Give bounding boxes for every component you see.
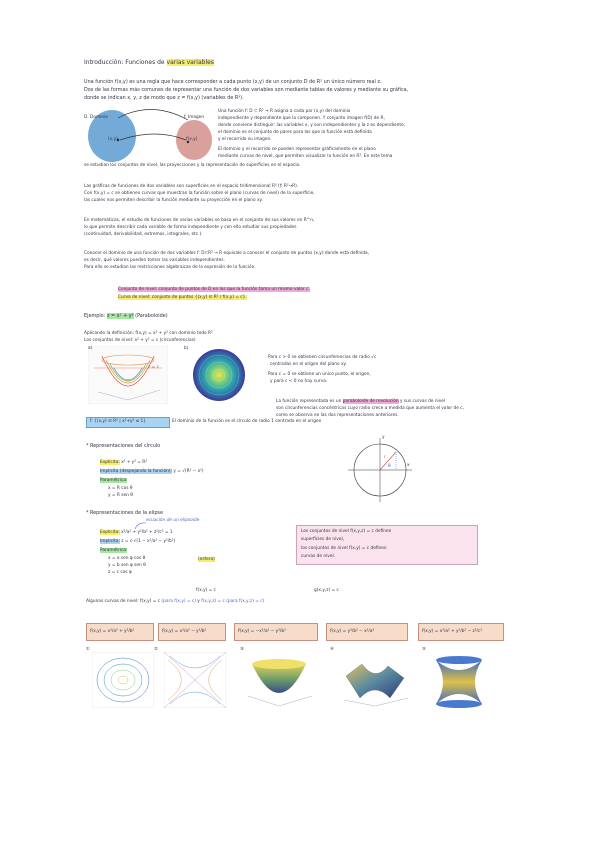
- plot-note-4: y para c < 0 no hay curva.: [270, 379, 328, 384]
- level-above-right: g(x,y,z) = c: [314, 588, 339, 593]
- para3-line-2: es decir, qué valores pueden tomar las variables independientes.: [84, 258, 225, 263]
- para3-line-1: Conocer el dominio de una función de dos variables f: D⊂R² → R equivale a conocer el conjunto de puntos (x,y) donde está definida,: [84, 251, 369, 256]
- plot-num-2: ②: [154, 647, 158, 652]
- map-note-3: donde conviene distinguir: las variables x, y son independientes y la z es dependiente,: [218, 123, 406, 128]
- example-label: Ejemplo:: [84, 313, 106, 319]
- pink-line-1: Los conjuntos de nivel f(x,y,z) = c definen: [301, 529, 392, 534]
- plot-b-label: b): [184, 346, 189, 351]
- intro-line-1: Una función f(x,y) es una regla que hace corresponder a cada punto (x,y) de un conjunto D de R² un único número real z.: [84, 79, 382, 85]
- paraboloid-surface-plot: [244, 656, 314, 708]
- plot-note-2: centradas en el origen del plano xy.: [270, 362, 347, 367]
- level-definition-box: [296, 525, 478, 565]
- value-label: f(x,y): [186, 137, 198, 142]
- ellipse-implicit: Implícita: z = c·√(1 − x²/a² − y²/b²): [100, 539, 176, 544]
- circle-explicit: Explícita: x² + y² = R²: [100, 460, 147, 465]
- mid-note-3: como se observa en las dos representaciones anteriores.: [276, 413, 399, 418]
- para1-line-3: las cuales nos permiten describir la función mediante su proyección en el plano xy.: [84, 198, 263, 203]
- para2-line-3: (continuidad, derivabilidad, extremos, integrales, etc.).: [84, 232, 203, 237]
- formula-box-1: f(x,y) = x²/a² + y²/b²: [86, 623, 154, 641]
- example-line-1: Aplicando la definición: f(x,y) = x² + y² con dominio todo R²: [84, 331, 213, 336]
- image-label: f. Imagen: [184, 115, 205, 120]
- domain-note: El dominio de la función es el círculo de radio 1 centrado en el origen: [172, 419, 322, 424]
- section2-title: * Representaciones de la elipse: [86, 510, 163, 516]
- domain-box: [86, 417, 170, 428]
- plot-note-1: Para c > 0 se obtienen circunferencias de radio √c: [268, 355, 377, 360]
- saddle-surface-plot: [340, 656, 410, 708]
- circle-radius: r: [384, 455, 386, 460]
- map-note-4: el dominio es el conjunto de pares para los que la función está definida: [218, 130, 372, 135]
- formula-box-2: f(x,y) = x²/a² − y²/b²: [158, 623, 226, 641]
- ellipse-explicit: Explícita: x²/a² + y²/b² + z²/c² = 1: [100, 530, 173, 535]
- formula-box-3: f(x,y) = −x²/a² − y²/b²: [234, 623, 318, 641]
- mid-note-1: La función representada es un paraboloide de revolución y sus curvas de nivel: [276, 399, 446, 404]
- contour-disk-plot: [190, 346, 248, 404]
- mid-note-2: son circunferencias concéntricas cuyo radio crece a medida que aumenta el valor de c,: [276, 406, 464, 411]
- level-above-left: f(x,y) = c: [196, 588, 217, 593]
- para3-line-3: Para ello se estudian las restricciones algebraicas de la expresión de la función.: [84, 265, 256, 270]
- title-text: Introducción: Funciones de: [84, 59, 165, 66]
- circle-param-label: Paramétrica:: [100, 478, 128, 483]
- map-note-7: mediante curvas de nivel, que permiten visualizar la función en R³. En este tema: [218, 154, 393, 159]
- map-note-6: El dominio y el recorrido se pueden representar gráficamente en el plano: [218, 147, 376, 152]
- example-type: (Paraboloide): [135, 313, 168, 319]
- circle-param-x: x = R cos θ: [108, 486, 133, 491]
- page-title: [84, 60, 214, 66]
- plot-a-label: a): [88, 346, 93, 351]
- sphere-tag: (esfera): [198, 557, 215, 562]
- para1-line-2: Con f(x,y) = c se obtienen curvas que muestran la función sobre el plano (curvas de nivel) de la superficie,: [84, 191, 315, 196]
- handwritten-ellipsoid: ecuación de un elipsoide: [146, 518, 200, 523]
- intro-line-3: donde se indican x, y, z de modo que z = f(x,y) (variables de R³).: [84, 95, 244, 101]
- example-row: [84, 314, 168, 319]
- example-line-2: Los conjuntos de nivel: x² + y² = c (circunferencias): [84, 338, 196, 343]
- formula-box-5: f(x,y) = x²/a² + y²/b² − z²/c²: [418, 623, 504, 641]
- para2-line-2: lo que permite describir cada variable de forma independiente y con ello estudiar sus propiedades: [84, 225, 297, 230]
- map-note-5: y el recorrido su imagen.: [218, 137, 272, 142]
- plot-note-3: Para c = 0 se obtiene un único punto, el origen,: [268, 372, 371, 377]
- ellipse-param-3: z = c cos φ: [108, 570, 132, 575]
- bullet-1: Conjunto de nivel: conjunto de puntos de D en los que la función toma un mismo valor c.: [118, 287, 310, 292]
- plot-a-c-label: z = c: [148, 365, 159, 370]
- circle-axis-y: y: [382, 435, 385, 440]
- para2-line-1: En matemáticas, el estudio de funciones de varias variables se basa en el conjunto de sus valores en R^n,: [84, 218, 315, 223]
- pink-line-4: curvas de nivel.: [301, 554, 336, 559]
- level-title: Algunas curvas de nivel: f(x,y) = c (para f(x,y) = c) y f(x,y,z) = c (para f(x,y,z) = c): [86, 599, 265, 604]
- after-map: se estudian los conjuntos de nivel, las proyecciones y la representación de superficies en el espacio.: [84, 163, 301, 168]
- formula-box-4: f(x,y) = y²/b² − x²/a²: [326, 623, 408, 641]
- plot-num-3: ③: [240, 647, 244, 652]
- para1-line-1: Las gráficas de funciones de dos variables son superficies en el espacio tridimensional R³ (f: R²→R).: [84, 184, 299, 189]
- domain-label: D. Dominio: [84, 115, 108, 120]
- circle-angle: θ: [388, 464, 391, 469]
- example-formula: z = x² + y²: [106, 313, 134, 319]
- ellipse-param-2: y = b sen φ sen θ: [108, 563, 146, 568]
- ellipse-param-1: x = a sen φ cos θ: [108, 556, 146, 561]
- circle-param-y: y = R sen θ: [108, 493, 133, 498]
- intro-line-2: Dos de las formas más comunes de representar una función de dos variables son mediante tablas de valores y mediante su gráfica,: [84, 87, 409, 93]
- pink-line-2: superficies de nivel,: [301, 537, 345, 542]
- unit-circle-diagram: [346, 436, 414, 504]
- point-label: (x,y): [108, 137, 118, 142]
- bullet-2: Curva de nivel: conjunto de puntos {(x,y) ∈ R² / f(x,y) = c}.: [118, 295, 247, 300]
- section1-title: * Representaciones del círculo: [86, 443, 161, 449]
- domain-formula: f: {(x,y) ∈ R² | x²+y² ≤ 1}: [90, 419, 147, 424]
- hyperbola-contour-plot: [164, 652, 226, 708]
- plot-num-5: ⑤: [422, 647, 426, 652]
- plot-num-1: ①: [86, 647, 90, 652]
- cone-surface-plot: [428, 654, 490, 710]
- ellipse-param-label: Paramétrica:: [100, 548, 128, 553]
- paraboloid-3d-plot: [88, 346, 168, 404]
- map-note-2: independiente y dependiente que la componen. Y conjunto imagen f(D) de R,: [218, 116, 385, 121]
- ellipse-contour-plot: [92, 652, 154, 708]
- circle-axis-x: x: [407, 463, 410, 468]
- circle-implicit: Implícita (despejando la función): y = √(R² − x²): [100, 469, 204, 474]
- map-note-1: Una función f: D ⊂ R² → R asigna a cada par (x,y) del dominio: [218, 109, 351, 114]
- plot-num-4: ④: [330, 647, 334, 652]
- title-highlight: varias variables: [166, 59, 214, 66]
- pink-line-3: los conjuntos de nivel f(x,y) = c definen: [301, 546, 387, 551]
